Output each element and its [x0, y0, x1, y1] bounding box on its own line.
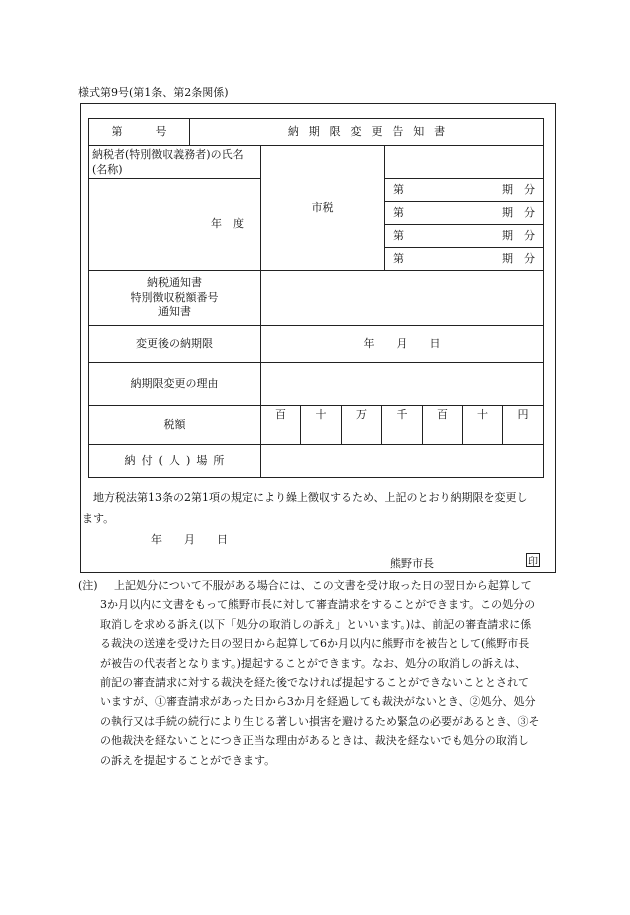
statement-line1: 地方税法第13条の2第1項の規定により繰上徴収するため、上記のとおり納期限を変更し [93, 491, 528, 504]
new-deadline-label-cell [88, 325, 261, 363]
period-suffix: 期 分 [502, 182, 535, 196]
tax-name-cell [260, 145, 385, 271]
form-number: 様式第9号(第1条、第2条関係) [78, 86, 229, 99]
period-prefix: 第 [393, 182, 404, 196]
period-suffix: 期 分 [502, 228, 535, 242]
reason-label: 納期限変更の理由 [130, 376, 219, 390]
tax-amount-unit: 百 [260, 405, 301, 445]
year-label: 年 度 [211, 217, 244, 231]
tax-amount-label: 税額 [163, 417, 186, 431]
tax-amount-unit: 十 [462, 405, 503, 445]
period-row [384, 201, 544, 225]
tax-amount-unit: 百 [422, 405, 463, 445]
notes-line: る裁決の送達を受けた日の翌日から起算して6か月以内に熊野市を被告として(熊野市長 [100, 637, 530, 651]
payment-place-label: 納付(人)場所 [124, 453, 231, 467]
tax-amount-label-cell [88, 405, 261, 445]
new-deadline-label: 変更後の納期限 [136, 336, 213, 350]
notes-line: 上記処分について不服がある場合には、この文書を受け取った日の翌日から起算して [114, 579, 532, 592]
reason-label-cell [88, 362, 261, 406]
period-suffix: 期 分 [502, 205, 535, 219]
notice-line2: 特別徴収税額番号 [130, 290, 219, 304]
period-row [384, 224, 544, 248]
statement-line2: ます。 [82, 512, 115, 525]
period-prefix: 第 [393, 228, 404, 242]
notes-line: の訴えを提起することができます。 [100, 753, 276, 767]
notes-line: いますが、①審査請求があった日から3か月を経過しても裁決がないとき、②処分、処分 [100, 695, 536, 709]
tax-amount-unit: 千 [381, 405, 423, 445]
tax-amount-unit: 十 [300, 405, 342, 445]
payment-place-label-cell [88, 444, 261, 478]
number-label: 第 号 [111, 124, 167, 138]
notice-line3: 通知書 [158, 305, 191, 319]
period-row [384, 178, 544, 202]
taxpayer-label-cell [88, 145, 261, 179]
seal-mark: 印 [526, 553, 540, 567]
payment-place-value [260, 444, 544, 478]
new-deadline-date: 年 月 日 [363, 336, 441, 350]
year-cell [88, 178, 261, 271]
notes-label: (注) [78, 579, 98, 592]
tax-amount-unit: 万 [341, 405, 382, 445]
period-suffix: 期 分 [502, 251, 535, 265]
notes-line: の他裁決を経ないことにつき正当な理由があるときは、裁決を経ないでも処分の取消し [100, 734, 529, 748]
tax-label: 市税 [311, 200, 334, 214]
notes-line: 3か月以内に文書をもって熊野市長に対して審査請求をすることができます。この処分の [100, 598, 536, 612]
form-title: 納期限変更告知書 [287, 124, 456, 138]
taxpayer-label: 納税者(特別徴収義務者)の氏名(名称) [92, 148, 244, 176]
taxpayer-name-value [384, 145, 544, 179]
issuer-name: 熊野市長 [390, 557, 434, 570]
notes-line: 取消しを求める訴え(以下「処分の取消しの訴え」といいます。)は、前記の審査請求に係 [100, 617, 532, 631]
period-row [384, 247, 544, 271]
notes-line: 前記の審査請求に対する裁決を経た後でなければ提起することができないこととされて [100, 676, 529, 690]
reason-value [260, 362, 544, 406]
number-cell [88, 118, 190, 146]
title-cell [189, 118, 544, 146]
period-prefix: 第 [393, 205, 404, 219]
notes-line: の執行又は手続の続行により生じる著しい損害を避けるため緊急の必要があるとき、③そ [100, 714, 540, 728]
statement-date: 年 月 日 [151, 533, 228, 546]
new-deadline-value-cell [260, 325, 544, 363]
notes-section [78, 576, 560, 770]
notice-number-value [260, 270, 544, 326]
notes-line: が被告の代表者となります。)提起することができます。なお、処分の取消しの訴えは、 [100, 656, 527, 670]
tax-amount-unit: 円 [502, 405, 544, 445]
period-prefix: 第 [393, 251, 404, 265]
notice-number-cell [88, 270, 261, 326]
notice-line1: 納税通知書 [147, 275, 202, 289]
